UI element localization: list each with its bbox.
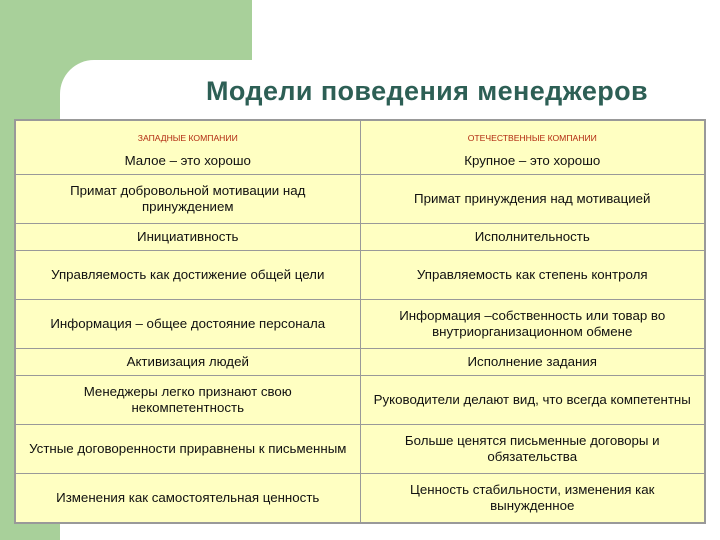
cell-east: Примат принуждения над мотивацией xyxy=(360,175,705,224)
cell-east: Крупное – это хорошо xyxy=(360,148,705,175)
table-row xyxy=(16,474,705,523)
cell-west: Активизация людей xyxy=(16,349,361,376)
comparison-table xyxy=(14,119,706,524)
cell-east: Ценность стабильности, изменения как вынужденное xyxy=(360,474,705,523)
header-east xyxy=(360,121,705,149)
table-row xyxy=(16,349,705,376)
cell-west: Примат добровольной мотивации над принуждением xyxy=(16,175,361,224)
cell-east: Управляемость как степень контроля xyxy=(360,251,705,300)
cell-west: Малое – это хорошо xyxy=(16,148,361,175)
cell-west: Информация – общее достояние персонала xyxy=(16,300,361,349)
table-row xyxy=(16,175,705,224)
cell-west: Инициативность xyxy=(16,224,361,251)
cell-east: Исполнение задания xyxy=(360,349,705,376)
cell-east: Исполнительность xyxy=(360,224,705,251)
cell-east: Информация –собственность или товар во внутриорганизационном обмене xyxy=(360,300,705,349)
cell-west: Изменения как самостоятельная ценность xyxy=(16,474,361,523)
cell-west: Управляемость как достижение общей цели xyxy=(16,251,361,300)
cell-west: Устные договоренности приравнены к письменным xyxy=(16,425,361,474)
table-header-row xyxy=(16,121,705,149)
table-row xyxy=(16,425,705,474)
cell-east: Больше ценятся письменные договоры и обязательства xyxy=(360,425,705,474)
table-row xyxy=(16,224,705,251)
table-row xyxy=(16,376,705,425)
table-row xyxy=(16,148,705,175)
table-row xyxy=(16,251,705,300)
table-row xyxy=(16,300,705,349)
cell-west: Менеджеры легко признают свою некомпетентность xyxy=(16,376,361,425)
header-west xyxy=(16,121,361,149)
page-title: Модели поведения менеджеров xyxy=(206,76,649,106)
header-west-label: ЗАПАДНЫЕ КОМПАНИИ xyxy=(137,133,238,143)
header-east-label: ОТЕЧЕСТВЕННЫЕ КОМПАНИИ xyxy=(467,133,597,143)
cell-east: Руководители делают вид, что всегда компетентны xyxy=(360,376,705,425)
